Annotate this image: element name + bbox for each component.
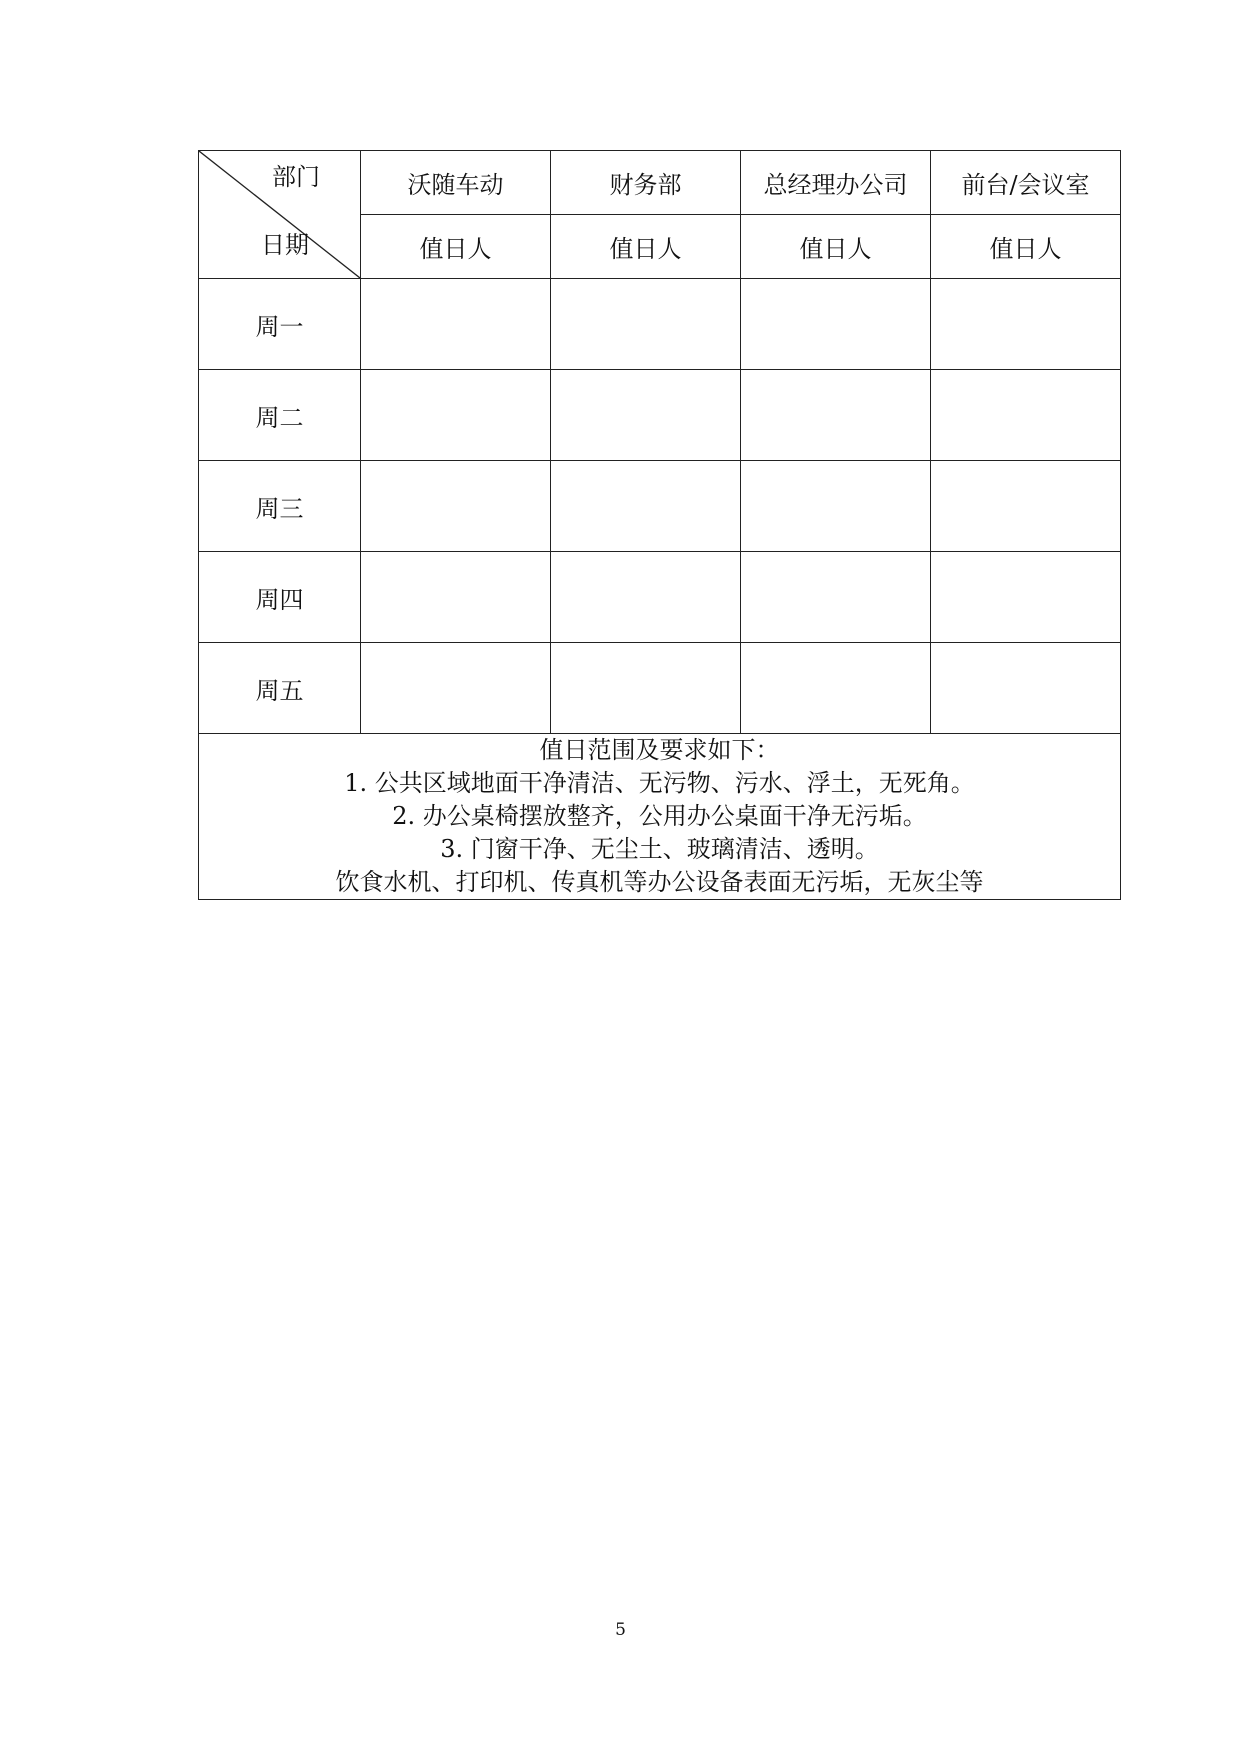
table-row [199,461,1121,552]
duty-cell[interactable] [741,370,931,461]
requirement-item: 饮食水机、打印机、传真机等办公设备表面无污垢，无灰尘等 [335,868,984,896]
duty-cell[interactable] [741,643,931,734]
header-row-departments [199,151,1121,215]
duty-person-header: 值日人 [551,215,741,279]
requirement-item: 2. 办公桌椅摆放整齐，公用办公桌面干净无污垢。 [392,802,927,830]
table-row [199,370,1121,461]
corner-header-cell [199,151,361,279]
corner-department-label: 部门 [272,163,320,191]
table-row [199,552,1121,643]
day-label: 周一 [199,279,361,370]
department-header: 总经理办公司 [741,151,931,215]
duty-cell[interactable] [741,552,931,643]
page-number: 5 [615,1620,626,1640]
duty-cell[interactable] [361,279,551,370]
duty-person-header: 值日人 [361,215,551,279]
table-row [199,643,1121,734]
department-header: 前台/会议室 [931,151,1121,215]
duty-cell[interactable] [931,643,1121,734]
duty-cell[interactable] [931,279,1121,370]
duty-cell[interactable] [931,461,1121,552]
department-header: 财务部 [551,151,741,215]
day-label: 周三 [199,461,361,552]
day-label: 周五 [199,643,361,734]
day-label: 周二 [199,370,361,461]
requirement-item: 3. 门窗干净、无尘土、玻璃清洁、透明。 [440,835,879,863]
duty-person-header: 值日人 [931,215,1121,279]
duty-cell[interactable] [551,552,741,643]
duty-cell[interactable] [931,552,1121,643]
requirements-cell [199,734,1121,900]
department-header: 沃随车动 [361,151,551,215]
duty-cell[interactable] [361,552,551,643]
duty-cell[interactable] [361,461,551,552]
table-row [199,279,1121,370]
duty-person-header: 值日人 [741,215,931,279]
requirement-item: 1. 公共区域地面干净清洁、无污物、污水、浮土，无死角。 [344,769,975,797]
duty-cell[interactable] [361,643,551,734]
duty-roster-table [198,150,1121,900]
day-label: 周四 [199,552,361,643]
duty-cell[interactable] [551,279,741,370]
corner-date-label: 日期 [261,231,309,259]
duty-cell[interactable] [551,643,741,734]
duty-cell[interactable] [931,370,1121,461]
requirements-title: 值日范围及要求如下： [539,736,780,764]
duty-cell[interactable] [551,461,741,552]
duty-cell[interactable] [551,370,741,461]
duty-cell[interactable] [741,461,931,552]
requirements-row [199,734,1121,900]
duty-cell[interactable] [361,370,551,461]
duty-cell[interactable] [741,279,931,370]
